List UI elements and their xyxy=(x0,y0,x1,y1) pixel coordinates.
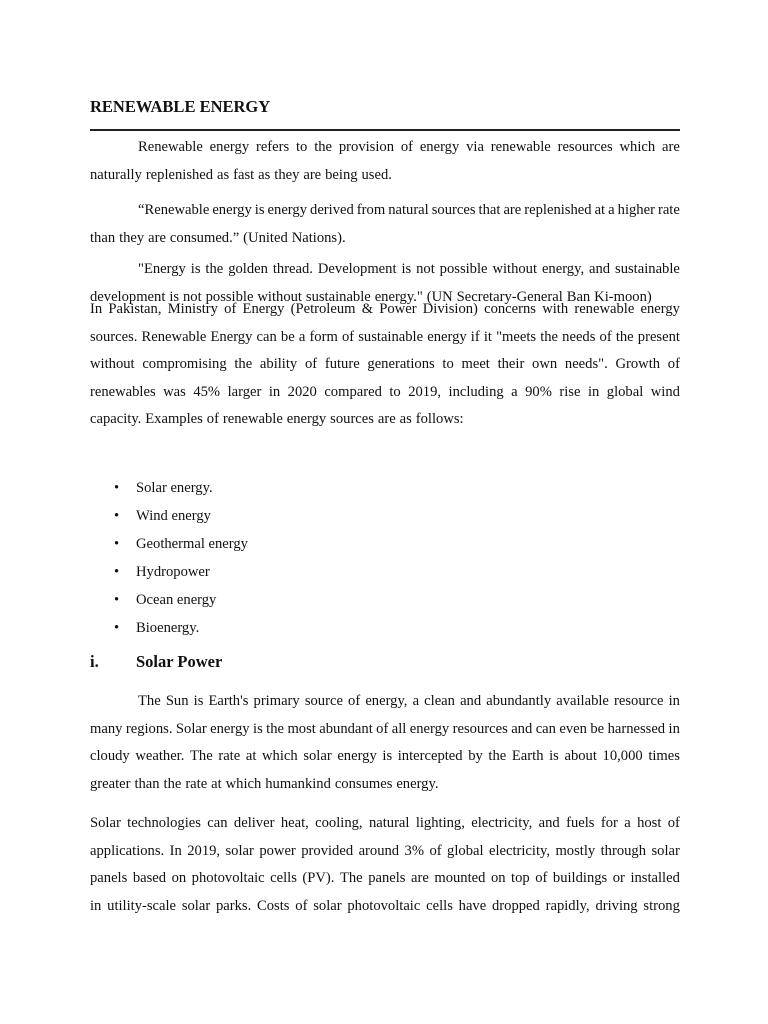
list-item xyxy=(114,530,248,558)
paragraph-solar-technologies xyxy=(90,810,680,920)
text-line: naturally replenished as fast as they are being used. xyxy=(90,166,392,183)
list-item-label: Bioenergy. xyxy=(136,620,200,636)
paragraph-pakistan xyxy=(90,296,680,434)
text-line: In Pakistan, Ministry of Energy (Petroleum & Power Division) concerns with renewable energy xyxy=(90,301,680,317)
bullet-icon: • xyxy=(114,480,120,496)
list-item-label: Geothermal energy xyxy=(136,536,248,552)
energy-sources-list xyxy=(114,474,248,642)
bullet-icon: • xyxy=(114,536,120,552)
bullet-icon: • xyxy=(114,564,120,580)
paragraph-sun xyxy=(90,688,680,798)
bullet-icon: • xyxy=(114,592,120,608)
list-item-label: Hydropower xyxy=(136,564,210,580)
text-line: sources. Renewable Energy can be a form of sustainable energy if it "meets the needs of the present xyxy=(90,328,680,345)
text-line: applications. In 2019, solar power provided around 3% of global electricity, mostly through solar xyxy=(90,842,680,859)
section-heading xyxy=(90,652,222,672)
bullet-icon: • xyxy=(114,508,120,524)
text-line: The Sun is Earth's primary source of energy, a clean and abundantly available resource in xyxy=(138,693,680,709)
text-line: many regions. Solar energy is the most abundant of all energy resources and can even be harnessed in xyxy=(90,720,680,737)
text-line: "Energy is the golden thread. Development is not possible without energy, and sustainable xyxy=(138,261,680,277)
list-item xyxy=(114,558,248,586)
text-line: in utility-scale solar parks. Costs of solar photovoltaic cells have dropped rapidly, driving strong xyxy=(90,897,680,914)
text-line: “Renewable energy is energy derived from natural sources that are replenished at a higher rate xyxy=(138,202,680,218)
text-line: than they are consumed.” (United Nations). xyxy=(90,229,346,246)
text-line: development is not possible without sustainable energy." (UN Secretary-General Ban Ki-moon) xyxy=(90,288,652,305)
list-item-label: Solar energy. xyxy=(136,480,213,496)
list-item xyxy=(114,502,248,530)
list-item xyxy=(114,586,248,614)
bullet-icon: • xyxy=(114,620,120,636)
text-line: Solar technologies can deliver heat, cooling, natural lighting, electricity, and fuels for a host of xyxy=(90,815,680,831)
document-title: RENEWABLE ENERGY xyxy=(90,97,271,116)
text-line: greater than the rate at which humankind consumes energy. xyxy=(90,775,439,792)
paragraph-un-quote xyxy=(90,197,680,252)
text-line: renewables was 45% larger in 2020 compared to 2019, including a 90% rise in global wind xyxy=(90,383,680,400)
text-line: Renewable energy refers to the provision of energy via renewable resources which are xyxy=(138,139,680,155)
title-rule xyxy=(90,129,680,131)
section-title: Solar Power xyxy=(136,652,223,671)
section-number: i. xyxy=(90,652,99,671)
text-line: capacity. Examples of renewable energy sources are as follows: xyxy=(90,411,464,427)
text-line: without compromising the ability of future generations to meet their own needs". Growth of xyxy=(90,356,680,372)
text-line: panels based on photovoltaic cells (PV). The panels are mounted on top of buildings or installed xyxy=(90,870,680,886)
list-item-label: Wind energy xyxy=(136,508,211,524)
paragraph-definition xyxy=(90,134,680,189)
list-item xyxy=(114,614,248,642)
list-item-label: Ocean energy xyxy=(136,592,217,608)
text-line: cloudy weather. The rate at which solar energy is intercepted by the Earth is about 10,000 times xyxy=(90,748,680,764)
list-item xyxy=(114,474,248,502)
